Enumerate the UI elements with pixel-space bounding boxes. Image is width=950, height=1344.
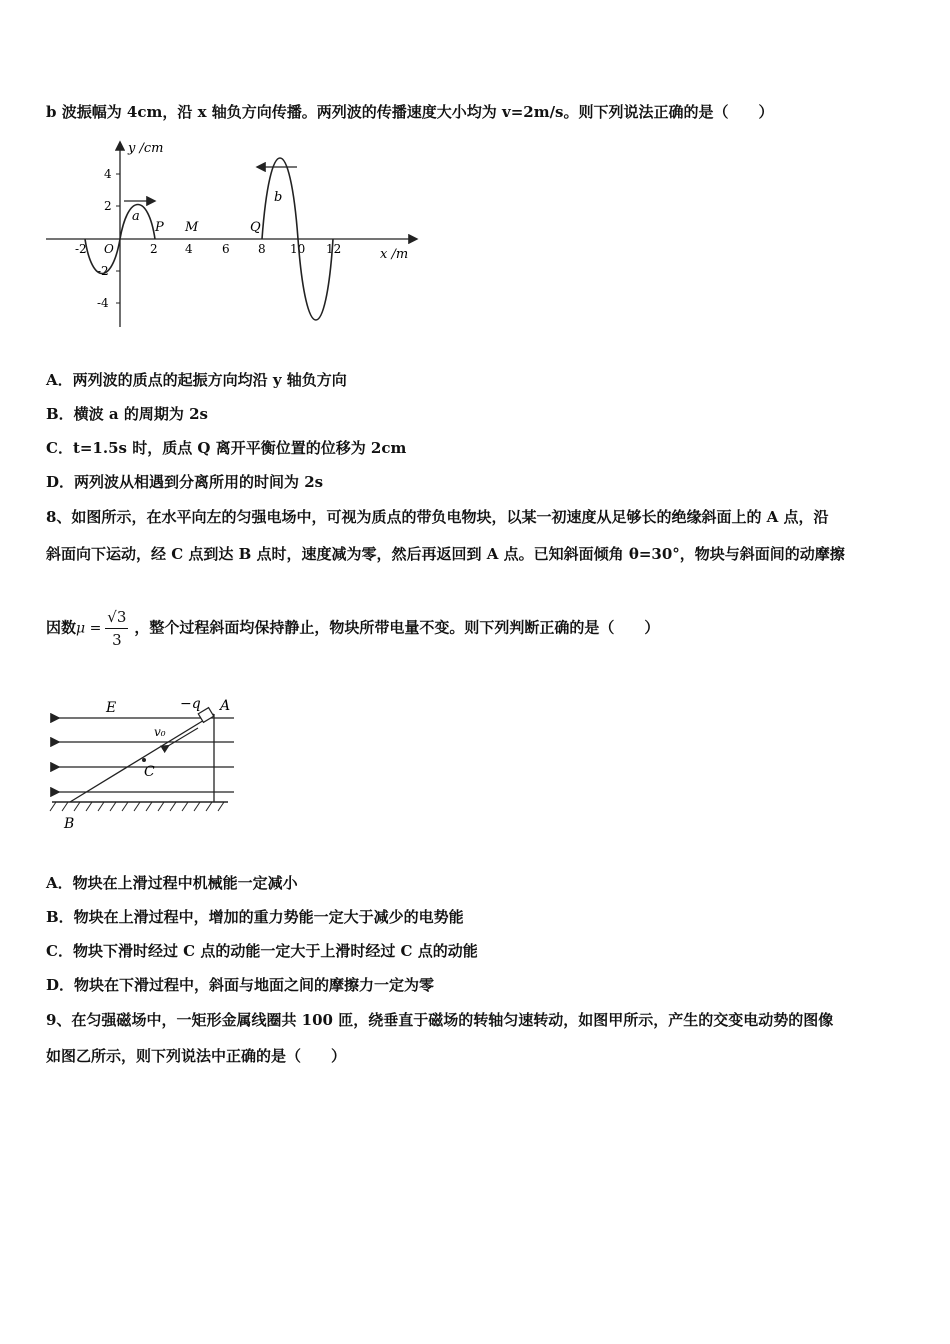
x-tick: -2 bbox=[75, 242, 87, 256]
label-c: C bbox=[144, 764, 155, 780]
q7-option-b: B．横波 a 的周期为 2s bbox=[46, 405, 208, 423]
q8-option-a: A．物块在上滑过程中机械能一定减小 bbox=[46, 874, 298, 892]
q9-text-line2: 如图乙所示，则下列说法中正确的是（ ） bbox=[46, 1047, 347, 1065]
x-tick: 8 bbox=[258, 242, 266, 256]
q7-option-d: D．两列波从相遇到分离所用的时间为 2s bbox=[46, 473, 324, 491]
y-tick: -2 bbox=[97, 264, 109, 278]
label-v0: v₀ bbox=[154, 725, 166, 739]
velocity-arrow bbox=[168, 728, 198, 746]
x-tick: 2 bbox=[150, 242, 158, 256]
intro-text: b 波振幅为 4cm，沿 x 轴负方向传播。两列波的传播速度大小均为 v=2m/s。则下列说法正确的是（ ） bbox=[46, 103, 774, 121]
point-q-label: Q bbox=[250, 220, 261, 235]
point-m-label: M bbox=[185, 220, 199, 235]
y-tick: 2 bbox=[104, 199, 112, 213]
wave-a-label: a bbox=[132, 209, 140, 224]
y-axis-label: y /cm bbox=[128, 141, 164, 156]
x-tick: 4 bbox=[185, 242, 193, 256]
label-b: B bbox=[64, 816, 75, 832]
q8-line3-suffix: ，整个过程斜面均保持静止，物块所带电量不变。则下列判断正确的是（ ） bbox=[134, 618, 660, 637]
q8-text-line1: 8、如图所示，在水平向左的匀强电场中，可视为质点的带负电物块，以某一初速度从足够长的绝缘斜面上的 A 点，沿 bbox=[46, 508, 829, 526]
q8-text-line2: 斜面向下运动，经 C 点到达 B 点时，速度减为零，然后再返回到 A 点。已知斜面倾角 θ=30°，物块与斜面间的动摩擦 bbox=[46, 545, 845, 563]
label-e: E bbox=[106, 700, 117, 716]
origin-label: O bbox=[104, 242, 114, 256]
q8-text-line3 bbox=[46, 606, 916, 651]
q7-option-a: A．两列波的质点的起振方向均沿 y 轴负方向 bbox=[46, 371, 347, 389]
q8-option-c: C．物块下滑时经过 C 点的动能一定大于上滑时经过 C 点的动能 bbox=[46, 942, 478, 960]
fraction-denominator: 3 bbox=[112, 631, 122, 649]
x-tick: 10 bbox=[290, 242, 306, 256]
incline-figure bbox=[48, 690, 248, 839]
point-c bbox=[142, 758, 146, 762]
y-tick: 4 bbox=[104, 167, 112, 181]
q8-option-d: D．物块在下滑过程中，斜面与地面之间的摩擦力一定为零 bbox=[46, 976, 435, 994]
x-axis-label: x /m bbox=[380, 247, 409, 262]
label-a: A bbox=[220, 698, 231, 714]
q7-option-c: C．t=1.5s 时，质点 Q 离开平衡位置的位移为 2cm bbox=[46, 439, 407, 457]
q8-option-b: B．物块在上滑过程中，增加的重力势能一定大于减少的电势能 bbox=[46, 908, 464, 926]
wave-b-label: b bbox=[274, 190, 283, 205]
fraction-numerator: √3 bbox=[105, 606, 128, 629]
point-p-label: P bbox=[155, 220, 164, 235]
q9-text-line1: 9、在匀强磁场中，一矩形金属线圈共 100 匝，绕垂直于磁场的转轴匀速转动，如图甲所示，产生的交变电动势的图像 bbox=[46, 1011, 834, 1029]
wave-graph bbox=[40, 135, 430, 344]
x-tick: 12 bbox=[326, 242, 342, 256]
sqrt3-over-3-fraction bbox=[105, 606, 128, 651]
x-tick: 6 bbox=[222, 242, 230, 256]
ground-hatching bbox=[50, 802, 224, 811]
mu-symbol: μ = bbox=[76, 620, 102, 637]
incline-surface bbox=[70, 714, 214, 802]
y-tick: -4 bbox=[97, 296, 109, 310]
q8-line3-prefix: 因数 bbox=[46, 618, 77, 637]
label-charge: −q bbox=[180, 696, 201, 712]
